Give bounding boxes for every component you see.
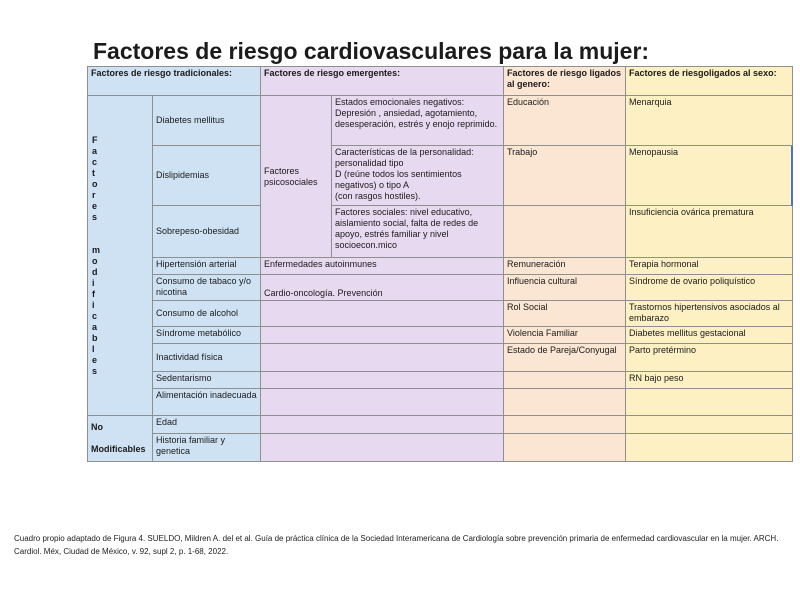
table-row: [88, 275, 793, 301]
emergentes-empty-cell: [261, 434, 504, 462]
sexo-cell: Insuficiencia ovárica prematura: [626, 206, 793, 258]
table-row: [88, 434, 793, 462]
genero-cell: Estado de Pareja/Conyugal: [504, 344, 626, 372]
row-label: Consumo de alcohol: [153, 301, 261, 327]
group-label-modificables: F a c t o r e s m o d i f i c a b l e s: [88, 96, 153, 416]
personalidad-cell: Características de la personalidad: personalidad tipo D (reúne todos los sentimientos negativos) o tipo A (con rasgos hostiles).: [332, 146, 504, 206]
row-label: Diabetes mellitus: [153, 96, 261, 146]
table-row: [88, 372, 793, 389]
header-tradicionales: Factores de riesgo tradicionales:: [88, 67, 261, 96]
emergentes-empty-cell: [261, 416, 504, 434]
sexo-cell: Menarquia: [626, 96, 793, 146]
emergentes-empty-cell: [261, 327, 504, 344]
row-label: Alimentación inadecuada: [153, 389, 261, 416]
sexo-cell: Terapia hormonal: [626, 258, 793, 275]
sexo-cell: Trastornos hipertensivos asociados al embarazo: [626, 301, 793, 327]
emergentes-empty-cell: [261, 372, 504, 389]
table-row: [88, 344, 793, 372]
sexo-cell: Síndrome de ovario poliquístico: [626, 275, 793, 301]
row-label: Sedentarismo: [153, 372, 261, 389]
genero-cell: [504, 389, 626, 416]
genero-cell: Remuneración: [504, 258, 626, 275]
source-caption: Cuadro propio adaptado de Figura 4. SUELDO, Mildren A. del et al. Guía de práctica clínica de la Sociedad Interamericana de Cardiología sobre prevención primaria de enfermedad cardiovascular en la mujer. ARCH. Cardiol. Méx, Ciudad de México, v. 92, supl 2, p. 1-68, 2022.: [14, 534, 779, 556]
header-sexo: Factores de riesgoligados al sexo:: [626, 67, 793, 96]
risk-factors-table: [87, 66, 793, 462]
page-title: Factores de riesgo cardiovasculares para la mujer:: [93, 38, 650, 64]
emergentes-empty-cell: [261, 301, 504, 327]
sexo-cell: [626, 434, 793, 462]
table-row: [88, 146, 793, 206]
genero-cell: Trabajo: [504, 146, 626, 206]
sexo-cell: Menopausia: [626, 146, 793, 206]
row-label: Sobrepeso-obesidad: [153, 206, 261, 258]
row-label: Inactividad física: [153, 344, 261, 372]
emergentes-empty-cell: [261, 344, 504, 372]
autoinmunes-cell: Enfermedades autoinmunes: [261, 258, 504, 275]
sexo-cell: RN bajo peso: [626, 372, 793, 389]
emergentes-empty-cell: [261, 389, 504, 416]
sexo-cell: [626, 389, 793, 416]
genero-cell: Influencia cultural: [504, 275, 626, 301]
row-label: Dislipidemias: [153, 146, 261, 206]
row-label: Historia familiar y genetica: [153, 434, 261, 462]
header-row: [88, 67, 793, 96]
row-label: Consumo de tabaco y/o nicotina: [153, 275, 261, 301]
genero-cell: [504, 372, 626, 389]
cardio-cell: Cardio-oncología. Prevención: [261, 275, 504, 301]
row-label: Edad: [153, 416, 261, 434]
header-genero: Factores de riesgo ligados al genero:: [504, 67, 626, 96]
sexo-cell: [626, 416, 793, 434]
sociales-cell: Factores sociales: nivel educativo, aislamiento social, falta de redes de apoyo, estrés familiar y nivel socioecon.mico: [332, 206, 504, 258]
table-row: [88, 96, 793, 146]
sexo-cell: Parto pretérmino: [626, 344, 793, 372]
header-emergentes: Factores de riesgo emergentes:: [261, 67, 504, 96]
genero-cell: [504, 206, 626, 258]
table-row: [88, 258, 793, 275]
genero-cell: Violencia Familiar: [504, 327, 626, 344]
table-row: [88, 327, 793, 344]
group-label-no-modificables: No Modificables: [88, 416, 153, 462]
table-row: [88, 416, 793, 434]
genero-cell: [504, 434, 626, 462]
genero-cell: [504, 416, 626, 434]
genero-cell: Rol Social: [504, 301, 626, 327]
table-row: [88, 389, 793, 416]
row-label: Síndrome metabólico: [153, 327, 261, 344]
genero-cell: Educación: [504, 96, 626, 146]
sexo-cell: Diabetes mellitus gestacional: [626, 327, 793, 344]
row-label: Hipertensión arterial: [153, 258, 261, 275]
psicosociales-cell: Factores psicosociales: [261, 96, 332, 258]
edge-marker: [791, 146, 793, 206]
emocionales-cell: Estados emocionales negativos: Depresión , ansiedad, agotamiento, desesperación, estrés y enojo reprimido.: [332, 96, 504, 146]
table-row: [88, 301, 793, 327]
table-row: [88, 206, 793, 258]
